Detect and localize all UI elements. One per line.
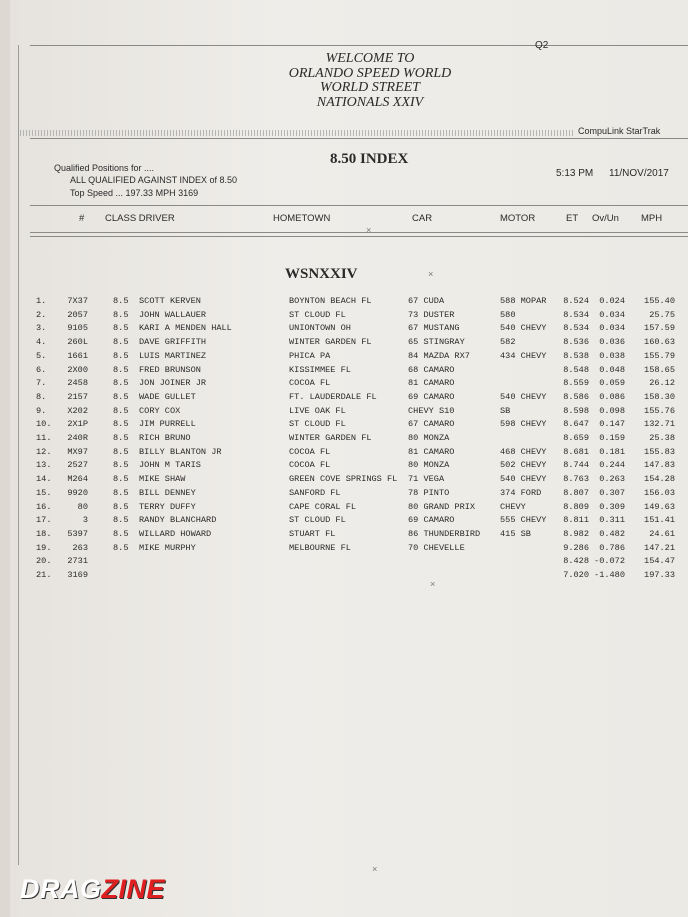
index-title: 8.50 INDEX	[330, 151, 409, 167]
cell-driver: JOHN M TARIS	[139, 460, 201, 471]
cell-class: 8.5	[113, 337, 129, 348]
cell-car-number: 260L	[67, 337, 88, 348]
table-row	[0, 570, 688, 583]
cell-mph: 147.21	[644, 542, 675, 553]
cell-mph: 156.03	[644, 487, 675, 498]
cell-ov-un: 0.086	[599, 391, 625, 402]
cell-mph: 155.40	[644, 296, 675, 306]
cell-motor: CHEVY	[500, 501, 526, 512]
cell-car: 73 DUSTER	[408, 309, 455, 320]
qualified-label: Qualified Positions for ....	[54, 163, 155, 173]
cell-ov-un: -1.480	[594, 570, 625, 580]
table-row	[0, 543, 688, 556]
cell-car: CHEVY S10	[408, 405, 455, 416]
welcome-line: ORLANDO SPEED WORLD	[288, 65, 452, 81]
columns-bottom-rule	[30, 232, 688, 233]
cell-position: 13.	[36, 460, 52, 471]
qualified-against: ALL QUALIFIED AGAINST INDEX of 8.50	[70, 175, 238, 185]
cell-et: 8.538	[563, 350, 589, 361]
cell-mph: 155.83	[644, 446, 675, 457]
cell-driver: MIKE MURPHY	[139, 542, 196, 553]
column-ovun: Ov/Un	[592, 213, 619, 224]
cell-position: 7.	[36, 378, 47, 389]
cell-ov-un: -0.072	[594, 556, 625, 567]
cell-car-number: 3	[82, 515, 88, 526]
table-row	[0, 419, 688, 432]
cell-car-number: 240R	[67, 433, 88, 443]
cell-car: 68 CAMARO	[408, 364, 455, 375]
table-row	[0, 296, 688, 309]
cell-car-number: 1661	[67, 350, 88, 361]
cell-mph: 24.61	[649, 528, 675, 539]
cell-mph: 155.79	[644, 350, 675, 361]
cell-motor: 540 CHEVY	[500, 391, 547, 402]
cell-motor: 415 SB	[500, 528, 531, 539]
cell-et: 8.811	[563, 515, 589, 526]
cell-car-number: 5397	[67, 528, 88, 539]
cell-class: 8.5	[113, 350, 129, 361]
cell-car-number: 80	[77, 501, 88, 512]
cell-position: 1.	[36, 296, 47, 306]
cell-class: 8.5	[113, 419, 129, 430]
cell-car-number: 3169	[67, 570, 88, 580]
cell-position: 17.	[36, 515, 52, 526]
cell-mph: 158.65	[644, 364, 675, 375]
cell-et: 8.744	[563, 460, 589, 471]
cell-mph: 155.76	[644, 405, 675, 416]
cell-driver: KARI A MENDEN HALL	[139, 323, 232, 334]
cell-et: 8.647	[563, 419, 589, 430]
cell-motor: 580	[500, 309, 516, 320]
cell-hometown: SANFORD FL	[289, 487, 341, 498]
cell-driver: SCOTT KERVEN	[139, 296, 201, 306]
cell-hometown: WINTER GARDEN FL	[289, 433, 372, 443]
cell-ov-un: 0.244	[599, 460, 625, 471]
table-row	[0, 378, 688, 391]
cell-hometown: ST CLOUD FL	[289, 309, 346, 320]
table-row	[0, 351, 688, 364]
cell-hometown: KISSIMMEE FL	[289, 364, 351, 375]
sheet-mark: Q2	[535, 40, 549, 51]
table-row	[0, 474, 688, 487]
cell-car-number: 2157	[67, 391, 88, 402]
cell-motor: 374 FORD	[500, 487, 542, 498]
cell-et: 8.534	[563, 323, 589, 334]
cell-car: 67 CAMARO	[408, 419, 455, 430]
cell-ov-un: 0.048	[599, 364, 625, 375]
column-car: CAR	[412, 213, 433, 224]
header-rule	[30, 138, 688, 139]
cell-hometown: PHICA PA	[289, 350, 331, 361]
cell-class: 8.5	[113, 323, 129, 334]
cell-et: 8.428	[563, 556, 589, 567]
cell-ov-un: 0.311	[599, 515, 625, 526]
column-hometown: HOMETOWN	[273, 213, 331, 224]
cell-mph: 160.63	[644, 337, 675, 348]
cell-ov-un: 0.036	[599, 337, 625, 348]
table-row	[0, 556, 688, 569]
cell-mph: 25.75	[649, 309, 675, 320]
cell-position: 9.	[36, 405, 47, 416]
cell-motor: 434 CHEVY	[500, 350, 547, 361]
cell-position: 15.	[36, 487, 52, 498]
cell-hometown: UNIONTOWN OH	[289, 323, 351, 334]
cell-hometown: CAPE CORAL FL	[289, 501, 357, 512]
welcome-heading	[200, 52, 540, 110]
cell-driver: MIKE SHAW	[139, 474, 186, 485]
cell-class: 8.5	[113, 391, 129, 402]
cell-hometown: COCOA FL	[289, 460, 331, 471]
cell-mph: 197.33	[644, 570, 675, 580]
cell-mph: 154.28	[644, 474, 675, 485]
cell-car-number: 263	[72, 542, 88, 553]
cell-et: 8.548	[563, 364, 589, 375]
cell-position: 8.	[36, 391, 47, 402]
cell-class: 8.5	[113, 460, 129, 471]
cell-car: 69 CAMARO	[408, 391, 455, 402]
cell-position: 18.	[36, 528, 52, 539]
cell-car: 67 MUSTANG	[408, 323, 460, 334]
stray-mark: ×	[366, 226, 372, 236]
cell-et: 8.524	[563, 296, 589, 306]
cell-et: 7.020	[563, 570, 589, 580]
column-num: #	[79, 213, 85, 224]
cell-ov-un: 0.309	[599, 501, 625, 512]
cell-driver: FRED BRUNSON	[139, 364, 201, 375]
table-row	[0, 323, 688, 336]
cell-ov-un: 0.147	[599, 419, 625, 430]
column-motor: MOTOR	[500, 213, 536, 224]
cell-mph: 147.83	[644, 460, 675, 471]
welcome-line: WORLD STREET	[320, 80, 420, 95]
cell-mph: 151.41	[644, 515, 675, 526]
cell-position: 14.	[36, 474, 52, 485]
cell-motor: 588 MOPAR	[500, 296, 547, 306]
stray-mark: ×	[372, 865, 378, 875]
welcome-line: NATIONALS XXIV	[316, 94, 424, 110]
cell-driver: BILL DENNEY	[139, 487, 196, 498]
cell-mph: 132.71	[644, 419, 675, 430]
cell-ov-un: 0.059	[599, 378, 625, 389]
cell-car-number: 2731	[67, 556, 88, 567]
columns-top-rule	[30, 205, 688, 206]
cell-position: 11.	[36, 433, 52, 443]
cell-hometown: COCOA FL	[289, 378, 331, 389]
cell-car: 81 CAMARO	[408, 378, 455, 389]
cell-position: 4.	[36, 337, 47, 348]
logo-part-2: ZINE	[101, 874, 166, 904]
cell-ov-un: 0.159	[599, 433, 625, 443]
cell-mph: 25.38	[649, 433, 675, 443]
cell-driver: JON JOINER JR	[139, 378, 207, 389]
cell-car: 69 CAMARO	[408, 515, 455, 526]
cell-ov-un: 0.181	[599, 446, 625, 457]
cell-car: 67 CUDA	[408, 296, 445, 306]
cell-ov-un: 0.786	[599, 542, 625, 553]
cell-hometown: COCOA FL	[289, 446, 331, 457]
cell-class: 8.5	[113, 474, 129, 485]
cell-class: 8.5	[113, 501, 129, 512]
cell-driver: RANDY BLANCHARD	[139, 515, 217, 526]
cell-ov-un: 0.263	[599, 474, 625, 485]
table-row	[0, 447, 688, 460]
cell-class: 8.5	[113, 309, 129, 320]
cell-et: 8.586	[563, 391, 589, 402]
cell-et: 8.659	[563, 433, 589, 443]
cell-position: 21.	[36, 570, 52, 580]
cell-position: 2.	[36, 309, 47, 320]
cell-mph: 158.30	[644, 391, 675, 402]
cell-et: 8.559	[563, 378, 589, 389]
cell-class: 8.5	[113, 433, 129, 443]
cell-position: 20.	[36, 556, 52, 567]
cell-class: 8.5	[113, 364, 129, 375]
cell-ov-un: 0.098	[599, 405, 625, 416]
column-class-driver: CLASS DRIVER	[105, 213, 175, 224]
table-row	[0, 365, 688, 378]
stray-mark: ×	[428, 270, 434, 280]
table-row	[0, 515, 688, 528]
cell-driver: BILLY BLANTON JR	[139, 446, 222, 457]
cell-et: 8.763	[563, 474, 589, 485]
cell-et: 8.681	[563, 446, 589, 457]
cell-position: 5.	[36, 350, 47, 361]
cell-car: 80 MONZA	[408, 433, 450, 443]
cell-hometown: MELBOURNE FL	[289, 542, 351, 553]
cell-class: 8.5	[113, 542, 129, 553]
cell-class: 8.5	[113, 296, 129, 306]
cell-et: 8.982	[563, 528, 589, 539]
cell-hometown: FT. LAUDERDALE FL	[289, 391, 377, 402]
cell-mph: 157.59	[644, 323, 675, 334]
cell-car-number: 9920	[67, 487, 88, 498]
cell-position: 16.	[36, 501, 52, 512]
cell-position: 12.	[36, 446, 52, 457]
cell-driver: TERRY DUFFY	[139, 501, 196, 512]
cell-et: 8.534	[563, 309, 589, 320]
cell-car-number: X202	[67, 405, 88, 416]
cell-car-number: 2527	[67, 460, 88, 471]
cell-et: 8.598	[563, 405, 589, 416]
cell-car-number: 7X37	[67, 296, 88, 306]
cell-ov-un: 0.034	[599, 323, 625, 334]
cell-hometown: ST CLOUD FL	[289, 419, 346, 430]
table-row	[0, 502, 688, 515]
cell-et: 9.286	[563, 542, 589, 553]
timing-system: CompuLink StarTrak	[578, 126, 661, 136]
table-row	[0, 337, 688, 350]
dragzine-logo	[20, 874, 165, 904]
cell-motor: 555 CHEVY	[500, 515, 547, 526]
cell-car: 80 GRAND PRIX	[408, 501, 476, 512]
cell-driver: JIM PURRELL	[139, 419, 196, 430]
cell-hometown: ST CLOUD FL	[289, 515, 346, 526]
cell-car: 65 STINGRAY	[408, 337, 465, 348]
cell-class: 8.5	[113, 515, 129, 526]
cell-driver: RICH BRUNO	[139, 433, 191, 443]
cell-position: 3.	[36, 323, 47, 334]
cell-class: 8.5	[113, 487, 129, 498]
cell-hometown: LIVE OAK FL	[289, 405, 346, 416]
cell-driver: JOHN WALLAUER	[139, 309, 207, 320]
cell-motor: 502 CHEVY	[500, 460, 547, 471]
report-time: 5:13 PM	[556, 168, 594, 179]
table-row	[0, 310, 688, 323]
report-date: 11/NOV/2017	[609, 168, 669, 179]
cell-class: 8.5	[113, 446, 129, 457]
cell-ov-un: 0.024	[599, 296, 625, 306]
cell-car-number: 2X00	[67, 364, 88, 375]
cell-motor: 540 CHEVY	[500, 474, 547, 485]
cell-car: 84 MAZDA RX7	[408, 350, 470, 361]
cell-et: 8.809	[563, 501, 589, 512]
cell-hometown: BOYNTON BEACH FL	[289, 296, 372, 306]
cell-mph: 154.47	[644, 556, 675, 567]
cell-class: 8.5	[113, 528, 129, 539]
cell-driver: DAVE GRIFFITH	[139, 337, 207, 348]
cell-car-number: 2057	[67, 309, 88, 320]
cell-ov-un: 0.034	[599, 309, 625, 320]
cell-car: 80 MONZA	[408, 460, 450, 471]
cell-ov-un: 0.307	[599, 487, 625, 498]
cell-motor: 582	[500, 337, 516, 348]
table-row	[0, 488, 688, 501]
cell-car-number: MX97	[67, 446, 88, 457]
cell-class: 8.5	[113, 405, 129, 416]
cell-hometown: STUART FL	[289, 528, 336, 539]
cell-driver: LUIS MARTINEZ	[139, 350, 207, 361]
cell-et: 8.807	[563, 487, 589, 498]
table-row	[0, 406, 688, 419]
cell-position: 6.	[36, 364, 47, 375]
dotted-band	[20, 130, 575, 136]
table-row	[0, 460, 688, 473]
cell-motor: SB	[500, 405, 511, 416]
column-et: ET	[566, 213, 579, 224]
cell-car-number: 2X1P	[67, 419, 88, 430]
cell-ov-un: 0.482	[599, 528, 625, 539]
cell-position: 19.	[36, 542, 52, 553]
table-row	[0, 529, 688, 542]
cell-car: 78 PINTO	[408, 487, 450, 498]
top-rule	[30, 45, 688, 46]
table-row	[0, 433, 688, 446]
cell-car: 71 VEGA	[408, 474, 445, 485]
cell-hometown: WINTER GARDEN FL	[289, 337, 372, 348]
cell-car-number: 9105	[67, 323, 88, 334]
top-speed: Top Speed ... 197.33 MPH 3169	[70, 188, 199, 198]
cell-car-number: M264	[67, 474, 88, 485]
cell-mph: 26.12	[649, 378, 675, 389]
cell-car: 86 THUNDERBIRD	[408, 528, 481, 539]
stray-mark: ×	[430, 580, 436, 590]
welcome-line: WELCOME TO	[325, 51, 415, 66]
cell-motor: 540 CHEVY	[500, 323, 547, 334]
cell-hometown: GREEN COVE SPRINGS FL	[289, 474, 398, 485]
cell-driver: CORY COX	[139, 405, 181, 416]
cell-ov-un: 0.038	[599, 350, 625, 361]
cell-car: 70 CHEVELLE	[408, 542, 465, 553]
cell-motor: 598 CHEVY	[500, 419, 547, 430]
columns-bottom-rule-2	[30, 236, 688, 237]
logo-part-1: DRAG	[20, 874, 102, 904]
cell-motor: 468 CHEVY	[500, 446, 547, 457]
column-mph: MPH	[641, 213, 663, 224]
event-code: WSNXXIV	[285, 266, 358, 282]
cell-et: 8.536	[563, 337, 589, 348]
cell-driver: WADE GULLET	[139, 391, 196, 402]
cell-driver: WILLARD HOWARD	[139, 528, 212, 539]
cell-car: 81 CAMARO	[408, 446, 455, 457]
cell-mph: 149.63	[644, 501, 675, 512]
table-row	[0, 392, 688, 405]
cell-position: 10.	[36, 419, 52, 430]
cell-car-number: 2458	[67, 378, 88, 389]
cell-class: 8.5	[113, 378, 129, 389]
